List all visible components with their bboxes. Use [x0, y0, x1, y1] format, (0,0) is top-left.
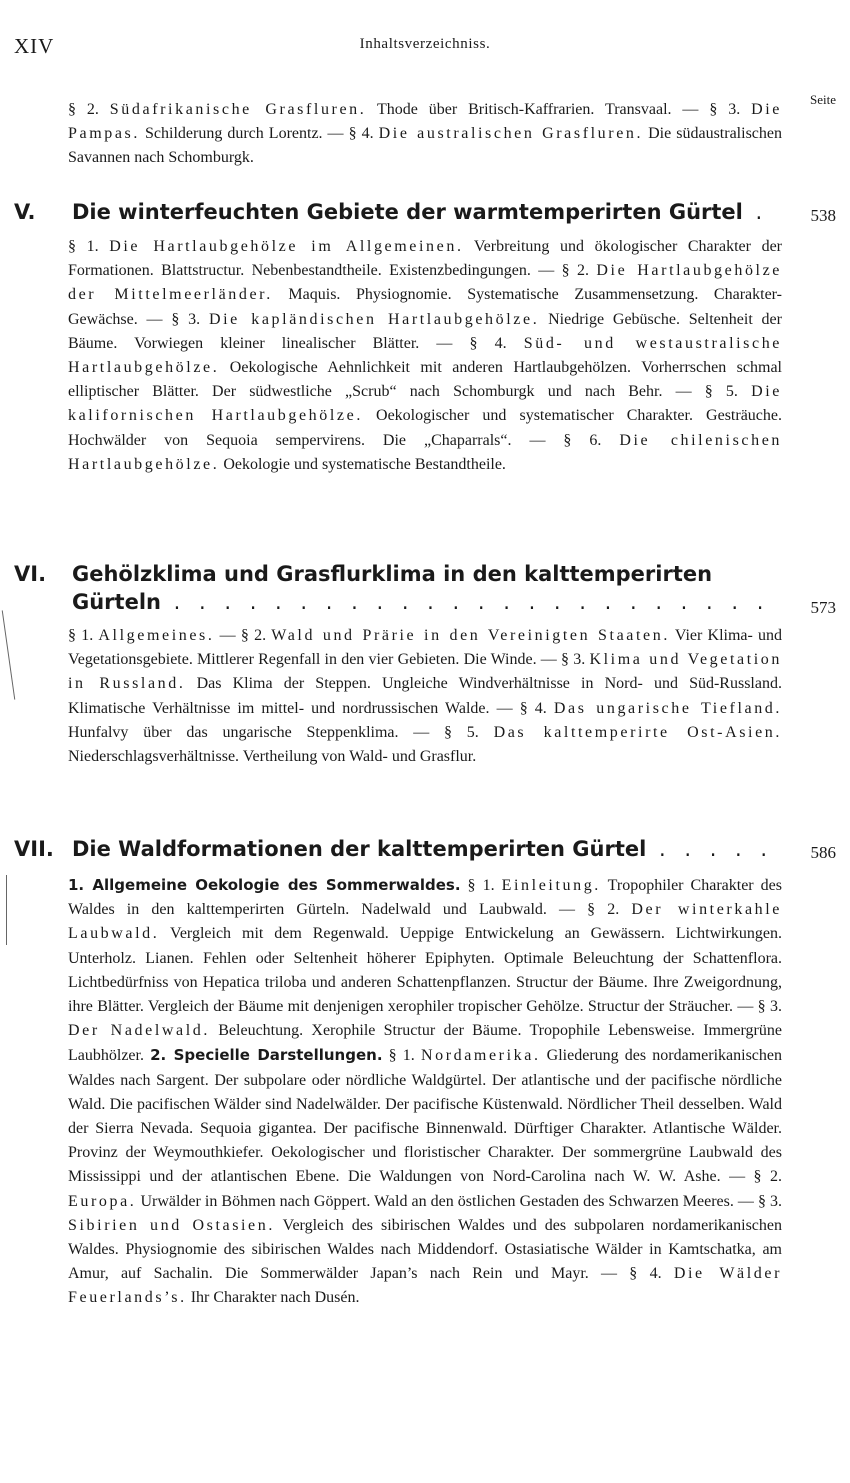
section-vii-body: 1. Allgemeine Oekologie des Sommerwaldes. § 1. Einleitung. Tropophiler Charakter des Waldes in den kalttemperirten Gürteln. Nadelwald und Laubwald. — § 2. Der winterkahle Laubwald. Vergleich mit dem Regenwald. Ueppige Entwickelung an Gewässern. Lichtwirkungen. Unterholz. Lianen. Fehlen oder Seltenheit höherer Epiphyten. Optimale Beleuchtung der Schattenflora. Lichtbedürfniss von Hepatica triloba und anderen Schattenpflanzen. Structur der Bäume. Ihre Zweigordnung, ihre Blätter. Vergleich der Bäume mit denjenigen xerophiler tropischer Gehölze. Structur der Sträucher. — § 3. Der Nadelwald. Beleuchtung. Xerophile Structur der Bäume. Tropophile Lebensweise. Immergrüne Laubhölzer. 2. Specielle Darstellungen. § 1. Nordamerika. Gliederung des nordamerikanischen Waldes nach Sargent. Der subpolare oder nördliche Waldgürtel. Der atlantische und der pacifische nördliche Wald. Die pacifischen Wälder sind Nadelwälder. Der pacifische Küstenwald. Nördlicher Theil desselben. Wald der Sierra Nevada. Sequoia gigantea. Der pacifische Binnenwald. Dürftiger Charakter. Atlantische Wälder. Provinz der Weymouthkiefer. Oekologischer und floristischer Charakter. Der sommergrüne Laubwald des Mississippi und der atlantischen Ebene. Die Waldungen von Nord-Carolina nach W. W. Ashe. — § 2. Europa. Urwälder in Böhmen nach Göppert. Wald an den östlichen Gestaden des Schwarzen Meeres. — § 3. Sibirien und Ostasien. Vergleich des sibirischen Waldes und des subpolaren nordamerikanischen Waldes. Physiognomie des sibirischen Waldes nach Middendorf. Ostasiatische Wälder in Kamtschatka, am Amur, auf Sachalin. Die Sommerwälder Japan’s nach Rein und Mayr. — § 4. Die Wälder Feuerlands’s. Ihr Charakter nach Dusén.	[68, 876, 783, 1307]
page-number-roman: XIV	[14, 34, 55, 58]
margin-pencil-mark	[2, 610, 16, 699]
section-vii-heading: VII. Die Waldformationen der kalttemperirten Gürtel . . . . .	[14, 837, 774, 861]
margin-pencil-mark	[6, 875, 7, 945]
section-v-body: § 1. Die Hartlaubgehölze im Allgemeinen. Verbreitung und ökologischer Charakter der Formationen. Blattstructur. Nebenbestandtheile. Existenzbedingungen. — § 2. Die Hartlaubgehölze der Mittelmeerländer. Maquis. Physiognomie. Systematische Zusammensetzung. Charakter-Gewächse. — § 3. Die kapländischen Hartlaubgehölze. Niedrige Gebüsche. Seltenheit der Bäume. Vorwiegen kleiner linealischer Blätter. — § 4. Süd- und westaustralische Hartlaubgehölze. Oekologische Aehnlichkeit mit anderen Hartlaubgehölzen. Vorherrschen schmal elliptischer Blätter. Der südwestliche „Scrub“ nach Schomburgk und nach Behr. — § 5. Die kalifornischen Hartlaubgehölze. Oekologischer und systematischer Charakter. Gesträuche. Hochwälder von Sequoia sempervirens. Die „Chaparrals“. — § 6. Die chilenischen Hartlaubgehölze. Oekologie und systematische Bestandtheile.	[68, 238, 783, 473]
section-vi-body: § 1. Allgemeines. — § 2. Wald und Prärie in den Vereinigten Staaten. Vier Klima- und Vegetationsgebiete. Mittlerer Regenfall in den vier Gebieten. Die Winde. — § 3. Klima und Vegetation in Russland. Das Klima der Steppen. Ungleiche Windverhältnisse in Nord- und Süd-Russland. Klimatische Verhältnisse im mittel- und nordrussischen Walde. — § 4. Das ungarische Tiefland. Hunfalvy über das ungarische Steppenklima. — § 5. Das kalttemperirte Ost-Asien. Niederschlagsverhältnisse. Vertheilung von Wald- und Grasflur.	[68, 627, 783, 766]
seite-label: Seite	[810, 92, 836, 107]
section-vi-page: 573	[810, 598, 836, 617]
intro-paragraph: § 2. Südafrikanische Grasfluren. Thode über Britisch-Kaffrarien. Transvaal. — § 3. Die Pampas. Schilderung durch Lorentz. — § 4. Die australischen Grasfluren. Die südaustralischen Savannen nach Schomburgk.	[68, 101, 783, 167]
section-v-heading: V. Die winterfeuchten Gebiete der warmtemperirten Gürtel .	[14, 200, 769, 224]
section-v-page: 538	[810, 206, 836, 225]
section-vii-page: 586	[810, 843, 836, 862]
section-vi-heading: VI. Gehölzklima und Grasflurklima in den kalttemperirten Gürteln . . . . . . . . . . . . . . . . . . . . . . . .	[14, 562, 770, 614]
running-title: Inhaltsverzeichniss.	[359, 36, 491, 52]
